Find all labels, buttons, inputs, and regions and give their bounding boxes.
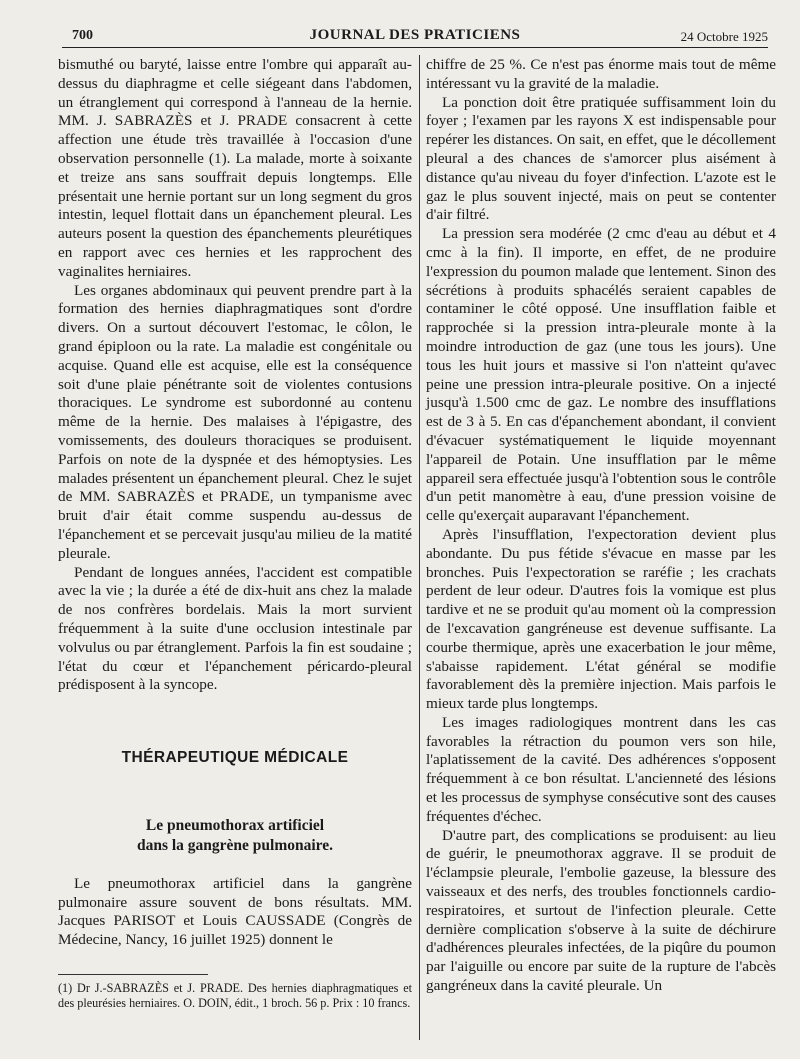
- article-title-line: Le pneumothorax artificiel: [145, 816, 325, 834]
- paragraph: La pression sera modérée (2 cmc d'eau au début et 4 cmc à la fin). Il importe, en effet, de ne produire l'expression du poumon malade que lentement. Sinon des sécrétions à produits sphacélés seraient capables de contaminer le côté opposé. Une insufflation faible et rapprochée si la pression intra-pleurale monte à la moindre introduction de gaz (une tous les jours). Une tous les huit jours et massive si l'on n'atteint qu'avec peine une pression intra-pleurale positive. On a injecté jusqu'à 1.500 cmc de gaz. Le nombre des insufflations est de 3 à 5. En cas d'épanchement abondant, il convient d'évacuer systématiquement le liquide moyennant l'appareil de Potain. Une insufflation par le même appareil sera effectuée jusqu'à l'obtention sous le contrôle d'un petit manomètre à eau, d'une pression voisine de celle qu'exerçait auparavant l'épanchement.: [426, 225, 776, 525]
- paragraph: Après l'insufflation, l'expectoration devient plus abondante. Du pus fétide s'évacue en masse par les bronches. Puis l'expectoration se raréfie ; les crachats perdent de leur odeur. D'autres fois la vomique est plus tardive et ne se produit qu'au moment où la compression de l'excavation gangréneuse est devenue suffisante. La courbe thermique, après une exacerbation le jour même, s'abaisse rapidement. L'état général se modifie favorablement dès la première injection. Mais parfois le mieux tarde plus longtemps.: [426, 525, 776, 713]
- paragraph: La ponction doit être pratiquée suffisamment loin du foyer ; l'examen par les rayons X est indispensable pour repérer les distances. On sait, en effet, que le décollement pleural a des chances de s'amorcer plus aisément à distance qu'au niveau du foyer d'infection. L'azote est le gaz le plus souvent injecté, mais on peut se contenter d'air filtré.: [426, 93, 776, 224]
- article-title-line: dans la gangrène pulmonaire.: [136, 836, 334, 854]
- page-header: [62, 26, 768, 48]
- page-number: 700: [72, 28, 93, 43]
- paragraph: bismuthé ou baryté, laisse entre l'ombre qui apparaît au-dessus du diaphragme et celle siégeant dans l'abdomen, un étranglement qui correspond à l'anneau de la hernie. MM. J. SABRAZÈS et J. PRADE consacrent à cette affection une étude très travaillée à l'occasion d'une observation personnelle (1). La malade, morte à soixante et treize ans sans souffrait depuis longtemps. Elle présentait une hernie portant sur un long segment du gros intestin, lequel flottait dans un épanchement pleural. Les auteurs posent la question des épanchements pleurétiques en rapport avec ces hernies et les rapprochent des vaginalites herniaires.: [58, 56, 412, 280]
- header-rule: [62, 47, 768, 48]
- journal-title: JOURNAL DES PRATICIENS: [309, 27, 521, 43]
- article-paragraph: Le pneumothorax artificiel dans la gangrène pulmonaire assure souvent de bons résultats. MM. Jacques PARISOT et Louis CAUSSADE (Congrès de Médecine, Nancy, 16 juillet 1925) donnent le: [58, 874, 412, 949]
- footnote: (1) Dr J.-SABRAZÈS et J. PRADE. Des hernies diaphragmatiques et des pleurésies herniaires. O. DOIN, édit., 1 broch. 56 p. Prix : 10 francs.: [58, 981, 412, 1010]
- left-column: [58, 56, 412, 1010]
- paragraph: chiffre de 25 %. Ce n'est pas énorme mais tout de même intéressant vu la gravité de la maladie.: [426, 56, 776, 92]
- paragraph: Les organes abdominaux qui peuvent prendre part à la formation des hernies diaphragmatiques sont d'ordre divers. On a surtout découvert l'estomac, le côlon, le grand épiploon ou la rate. La maladie est congénitale ou acquise. Quand elle est acquise, elle est la conséquence soit d'une plaie pénétrante soit de violentes contusions thoraciques. Le syndrome est subordonné au contenu même de la hernie. Des malaises à l'épigastre, des vomissements, des douleurs thoraciques se produisent. Parfois on note de la dyspnée et des hémoptysies. Les malades présentent un épanchement pleural. Chez le sujet de MM. SABRAZÈS et PRADE, un tympanisme avec bruit d'air était comme suspendu au-dessus de l'épanchement et se percevait jusqu'au milieu de la matité pleurale.: [58, 281, 412, 562]
- footnote-rule: [58, 974, 208, 975]
- issue-date: 24 Octobre 1925: [680, 29, 768, 44]
- section-heading: THÉRAPEUTIQUE MÉDICALE: [121, 749, 349, 767]
- column-divider: [419, 55, 420, 1040]
- right-column: [426, 56, 776, 996]
- paragraph: Pendant de longues années, l'accident est compatible avec la vie ; la durée a été de dix-huit ans chez la malade de nos confrères bordelais. Mais la mort survient fréquemment à la suite d'une occlusion intestinale par volvulus ou par étranglement. Parfois la fin est soudaine ; l'état du cœur et l'épanchement péricardo-pleural prédisposent à la syncope.: [58, 563, 412, 694]
- article-title: [58, 816, 412, 856]
- paragraph: Les images radiologiques montrent dans les cas favorables la rétraction du poumon vers son hile, l'aplatissement de la cavité. Des adhérences s'opposent fréquemment à ce bon résultat. L'ancienneté des lésions et les processus de symphyse consécutive sont des causes fréquentes d'échec.: [426, 713, 776, 825]
- paragraph: D'autre part, des complications se produisent: au lieu de guérir, le pneumothorax aggrave. Il se produit de l'éclampsie pleurale, l'embolie gazeuse, la blessure des vaisseaux et des nerfs, des troubles fonctionnels cardio-respiratoires, et surtout de l'infection pleurale. Cette dernière complication s'observe à la suite de déchirure d'adhérences pleurales infectées, de la piqûre du poumon par l'aiguille ou encore par suite de la rupture de l'abcès gangréneux dans la cavité pleurale. Un: [426, 826, 776, 995]
